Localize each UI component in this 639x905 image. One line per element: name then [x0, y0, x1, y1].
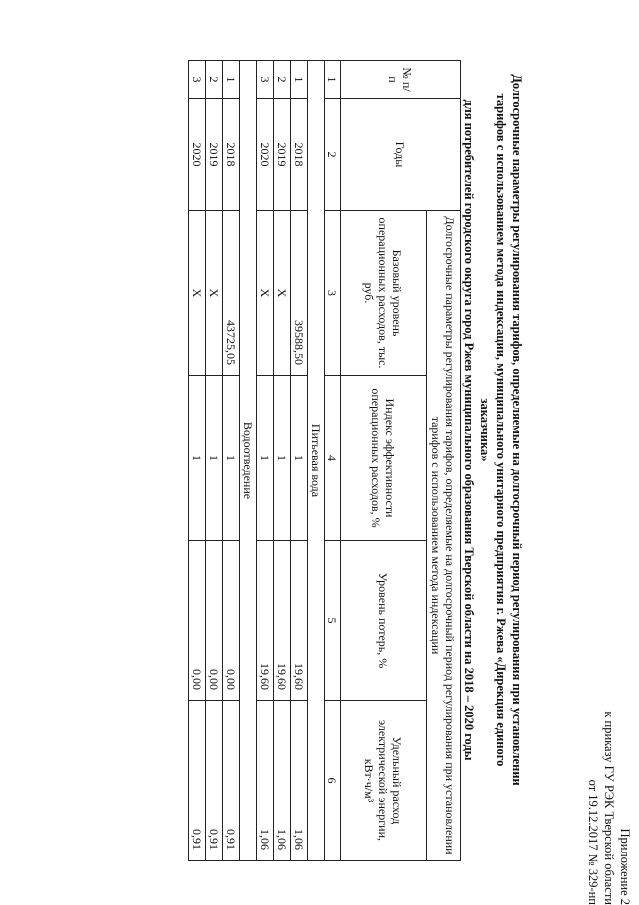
row-year: 2020	[257, 99, 274, 211]
column-number: 4	[325, 376, 341, 541]
table-row	[206, 61, 223, 861]
column-number-row	[325, 61, 341, 861]
row-year: 2018	[223, 99, 240, 211]
row-year: 2019	[206, 99, 223, 211]
document-title	[461, 70, 525, 790]
title-line-2: тарифов с использованием метода индексации, муниципального унитарного предприятия г. Ржева «Дирекция единого заказчика»	[478, 93, 508, 767]
header-efficiency-index: Индекс эффективности операционных расходов, %	[341, 376, 427, 541]
appendix-line-1: Приложение 2	[618, 828, 632, 905]
header-loss-level: Уровень потерь, %	[341, 541, 427, 701]
row-efficiency-index: 1	[189, 376, 206, 541]
appendix-line-3: от 19.12.2017 № 329-нп	[586, 779, 600, 905]
section-row-drinking-water	[308, 61, 325, 861]
title-line-3: для потребителей городского округа город Ржев муниципального образования Тверской области на 2018 – 2020 годы	[462, 99, 476, 761]
row-loss-level: 19,60	[257, 541, 274, 701]
header-energy-consumption: Удельный расход электрической энергии, кВт·ч/м³	[341, 701, 427, 861]
table-row	[291, 61, 308, 861]
table-row	[274, 61, 291, 861]
row-energy-consumption: 1,06	[291, 701, 308, 861]
row-year: 2019	[274, 99, 291, 211]
column-number: 3	[325, 211, 341, 376]
row-base-level: X	[257, 211, 274, 376]
row-energy-consumption: 0,91	[189, 701, 206, 861]
row-base-level: X	[189, 211, 206, 376]
table-row	[223, 61, 240, 861]
row-efficiency-index: 1	[223, 376, 240, 541]
row-energy-consumption: 1,06	[257, 701, 274, 861]
column-number: 5	[325, 541, 341, 701]
row-energy-consumption: 0,91	[223, 701, 240, 861]
header-base-level: Базовый уровень операционных расходов, тыс. руб.	[341, 211, 427, 376]
section-title: Водоотведение	[240, 61, 257, 861]
row-efficiency-index: 1	[206, 376, 223, 541]
row-loss-level: 0,00	[189, 541, 206, 701]
header-group: Долгосрочные параметры регулирования тарифов, определяемые на долгосрочный период регулирования при установлении тарифов с использованием метода индексации	[427, 211, 461, 861]
row-efficiency-index: 1	[257, 376, 274, 541]
column-number: 6	[325, 701, 341, 861]
section-row-wastewater	[240, 61, 257, 861]
row-number: 1	[291, 61, 308, 99]
appendix-reference	[585, 695, 633, 905]
row-loss-level: 19,60	[291, 541, 308, 701]
row-efficiency-index: 1	[291, 376, 308, 541]
section-title: Питьевая вода	[308, 61, 325, 861]
row-base-level: X	[206, 211, 223, 376]
row-loss-level: 0,00	[206, 541, 223, 701]
row-efficiency-index: 1	[274, 376, 291, 541]
row-year: 2020	[189, 99, 206, 211]
header-years: Годы	[341, 99, 461, 211]
row-number: 1	[223, 61, 240, 99]
row-number: 2	[206, 61, 223, 99]
row-base-level: 43725,05	[223, 211, 240, 376]
row-loss-level: 19,60	[274, 541, 291, 701]
tariff-parameters-table	[188, 60, 461, 861]
row-year: 2018	[291, 99, 308, 211]
table-row	[189, 61, 206, 861]
row-base-level: X	[274, 211, 291, 376]
table-row	[257, 61, 274, 861]
column-number: 1	[325, 61, 341, 99]
row-loss-level: 0,00	[223, 541, 240, 701]
row-number: 2	[274, 61, 291, 99]
appendix-line-2: к приказу ГУ РЭК Тверской области	[602, 711, 616, 905]
row-energy-consumption: 0,91	[206, 701, 223, 861]
row-energy-consumption: 1,06	[274, 701, 291, 861]
row-number: 3	[189, 61, 206, 99]
row-base-level: 39588,50	[291, 211, 308, 376]
row-number: 3	[257, 61, 274, 99]
header-num: № п/п	[341, 61, 461, 99]
title-line-1: Долгосрочные параметры регулирования тарифов, определяемые на долгосрочный период регулирования при установлении	[510, 74, 524, 786]
column-number: 2	[325, 99, 341, 211]
